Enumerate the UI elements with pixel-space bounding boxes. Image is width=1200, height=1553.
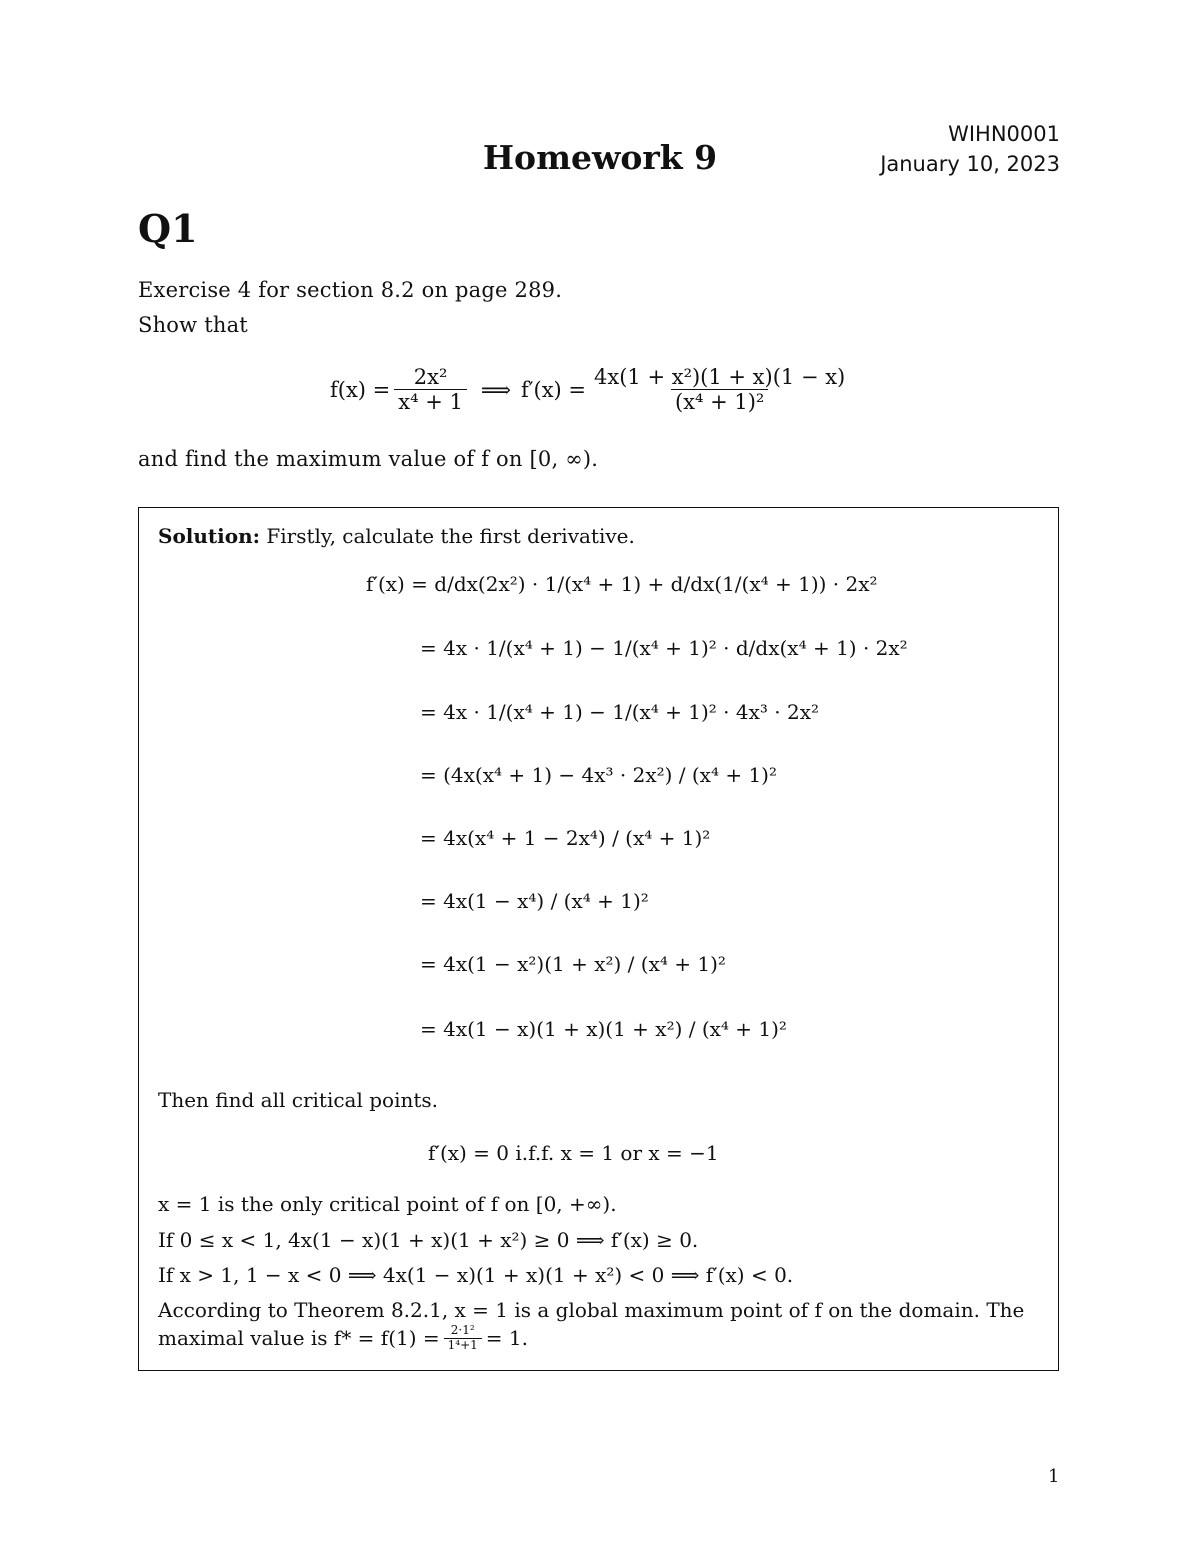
solution-intro: Firstly, calculate the first derivative. — [266, 524, 635, 548]
max-value-fraction — [444, 1324, 482, 1353]
statement-mid: f′(x) = — [520, 377, 587, 402]
max-value-prefix: maximal value is f* = f(1) = — [158, 1326, 440, 1351]
derivation-line: = 4x(1 − x⁴) / (x⁴ + 1)² — [420, 889, 649, 913]
max-value-fraction-num: 2·1² — [450, 1323, 475, 1337]
case-2-line: If x > 1, 1 − x < 0 ⟹ 4x(1 − x)(1 + x)(1 + x²) < 0 ⟹ f′(x) < 0. — [158, 1263, 794, 1287]
derivation-line: = 4x(x⁴ + 1 − 2x⁴) / (x⁴ + 1)² — [420, 826, 711, 850]
derivation-line: = 4x(1 − x)(1 + x)(1 + x²) / (x⁴ + 1)² — [420, 1017, 787, 1041]
page-number: 1 — [1048, 1466, 1060, 1487]
solution-label: Solution: — [158, 524, 261, 548]
document-date: January 10, 2023 — [880, 152, 1060, 176]
course-code: WIHN0001 — [948, 122, 1060, 146]
statement-fraction-1 — [394, 365, 467, 414]
case-1-line: If 0 ≤ x < 1, 4x(1 − x)(1 + x)(1 + x²) ≥ 0 ⟹ f′(x) ≥ 0. — [158, 1228, 699, 1252]
critical-points-intro: Then find all critical points. — [158, 1088, 438, 1112]
derivation-line: = 4x · 1/(x⁴ + 1) − 1/(x⁴ + 1)² · 4x³ · 2x² — [420, 700, 819, 724]
only-critical-point-line: x = 1 is the only critical point of f on [0, +∞). — [158, 1192, 617, 1216]
statement-fraction-1-den: x⁴ + 1 — [394, 389, 467, 414]
derivation-line: = 4x(1 − x²)(1 + x²) / (x⁴ + 1)² — [420, 952, 726, 976]
statement-fraction-2-den: (x⁴ + 1)² — [671, 389, 768, 414]
statement-fraction-2 — [590, 365, 849, 414]
question-label: Q1 — [138, 206, 198, 251]
question-show-that: Show that — [138, 313, 248, 337]
statement-fraction-2-num: 4x(1 + x²)(1 + x)(1 − x) — [594, 365, 846, 389]
derivation-line: = (4x(x⁴ + 1) − 4x³ · 2x²) / (x⁴ + 1)² — [420, 763, 777, 787]
derivation-line: = 4x · 1/(x⁴ + 1) − 1/(x⁴ + 1)² · d/dx(x⁴ + 1) · 2x² — [420, 636, 908, 660]
max-value-fraction-den: 1⁴+1 — [444, 1338, 482, 1353]
statement-fraction-1-num: 2x² — [413, 365, 448, 389]
max-value-suffix: = 1. — [485, 1326, 528, 1351]
implies-symbol: ⟹ — [480, 377, 511, 402]
statement-equation — [330, 365, 853, 414]
statement-lhs: f(x) = — [330, 377, 391, 402]
critical-points-equation: f′(x) = 0 i.f.f. x = 1 or x = −1 — [428, 1141, 719, 1165]
question-exercise-ref: Exercise 4 for section 8.2 on page 289. — [138, 278, 563, 302]
question-find-max: and find the maximum value of f on [0, ∞). — [138, 447, 599, 471]
max-value-line — [158, 1324, 528, 1353]
derivation-line: f′(x) = d/dx(2x²) · 1/(x⁴ + 1) + d/dx(1/(x⁴ + 1)) · 2x² — [366, 572, 878, 596]
page-title: Homework 9 — [482, 138, 718, 177]
solution-intro-line — [158, 524, 635, 548]
theorem-line: According to Theorem 8.2.1, x = 1 is a global maximum point of f on the domain. The — [158, 1298, 1025, 1322]
